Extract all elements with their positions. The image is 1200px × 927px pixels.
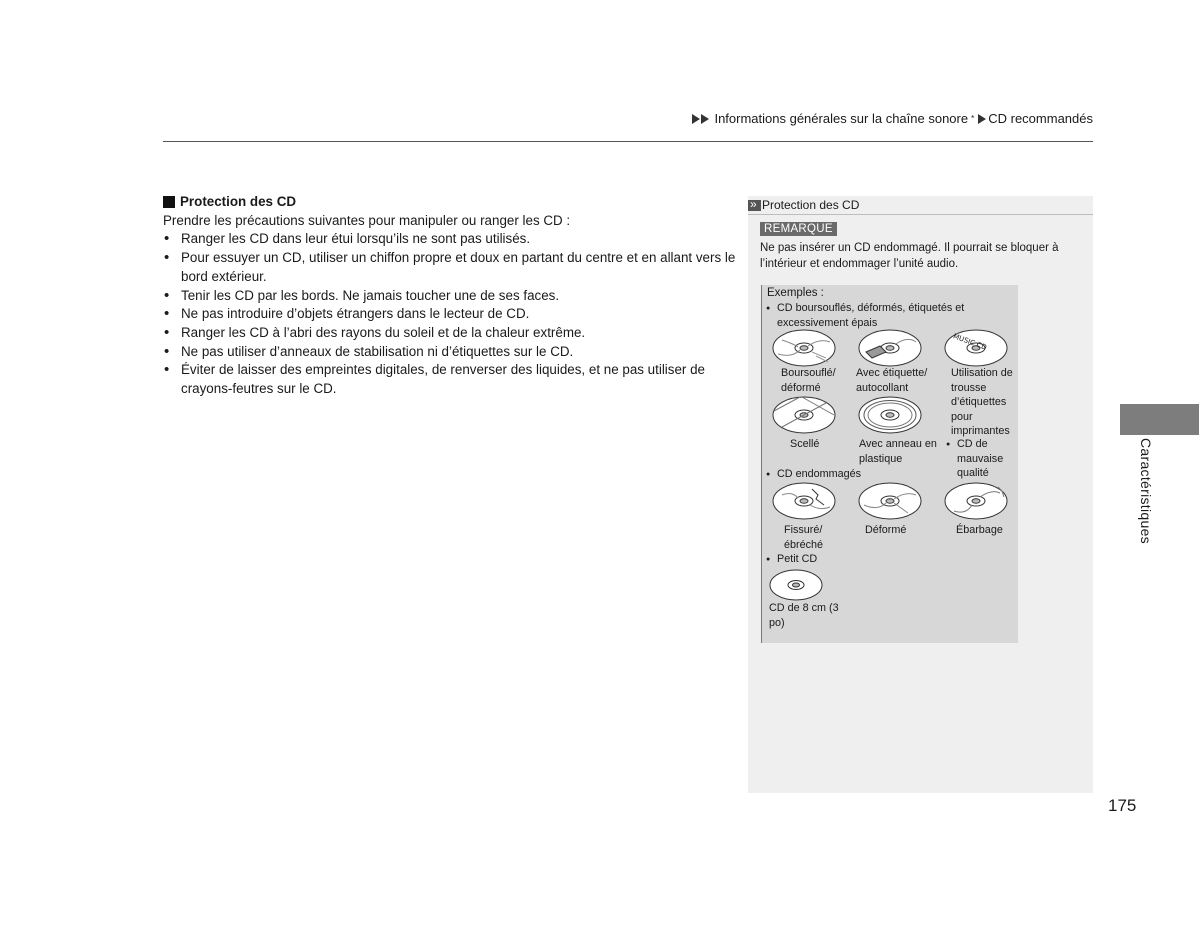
reference-arrow-icon xyxy=(748,200,761,211)
breadcrumb xyxy=(692,111,1093,126)
main-content xyxy=(163,193,738,399)
label-warped: Déformé xyxy=(865,524,907,536)
group-damaged-label: ● CD endommagés xyxy=(777,467,937,482)
label-sticker: Avec étiquette/ autocollant xyxy=(856,367,928,394)
breadcrumb-star: * xyxy=(971,114,975,123)
label-ring: Avec anneau en plastique xyxy=(859,438,937,465)
disc-cracked-icon xyxy=(772,481,836,521)
label-blistered: Boursouflé/ déformé xyxy=(781,367,836,394)
label-cracked: Fissuré/ ébréché xyxy=(784,524,824,551)
list-item: • Ne pas introduire d’objets étrangers dans le lecteur de CD. xyxy=(163,305,738,324)
disc-ring-icon xyxy=(858,395,922,435)
label-poor-quality: ● CD de mauvaise qualité xyxy=(957,437,1017,481)
group-small-label: ● Petit CD xyxy=(777,552,937,567)
examples-box xyxy=(761,285,1018,643)
section-heading xyxy=(163,193,738,212)
section-heading-text: Protection des CD xyxy=(180,194,297,209)
sidebar-panel xyxy=(748,196,1093,793)
sidebar-title xyxy=(748,196,1093,215)
remark-badge: REMARQUE xyxy=(760,222,837,236)
chapter-label: Caractéristiques xyxy=(1138,438,1154,544)
label-sealed: Scellé xyxy=(790,438,820,450)
header-divider xyxy=(163,141,1093,142)
list-item: • Ranger les CD dans leur étui lorsqu’ils ne sont pas utilisés. xyxy=(163,230,738,249)
examples-title: Exemples : xyxy=(767,287,824,299)
double-arrow-icon xyxy=(692,114,709,124)
disc-burr-icon xyxy=(944,481,1008,521)
disc-printer-text: MUSIC CD xyxy=(952,332,988,352)
arrow-icon xyxy=(978,114,986,124)
label-printer-kit: Utilisation de trousse d’étiquettes pour imprimantes xyxy=(951,367,1013,437)
disc-warped-icon xyxy=(858,481,922,521)
square-bullet-icon xyxy=(163,196,175,208)
page-number: 175 xyxy=(1108,796,1137,815)
label-small: CD de 8 cm (3 po) xyxy=(769,602,839,629)
breadcrumb-page: CD recommandés xyxy=(988,111,1093,126)
list-item: • Tenir les CD par les bords. Ne jamais toucher une de ses faces. xyxy=(163,287,738,306)
disc-sticker-icon xyxy=(858,328,922,368)
group-deformed-label: ● CD boursouflés, déformés, étiquetés et excessivement épais xyxy=(777,301,1002,330)
list-item: • Pour essuyer un CD, utiliser un chiffon propre et doux en partant du centre et en allant vers le bord extérieur. xyxy=(163,249,738,286)
chapter-tab xyxy=(1120,404,1199,435)
list-item: • Ne pas utiliser d’anneaux de stabilisation ni d’étiquettes sur le CD. xyxy=(163,343,738,362)
list-item: • Éviter de laisser des empreintes digitales, de renverser des liquides, et ne pas utiliser de crayons-feutres sur le CD. xyxy=(163,361,738,398)
breadcrumb-section: Informations générales sur la chaîne sonore xyxy=(714,111,969,126)
disc-sealed-icon xyxy=(772,395,836,435)
precautions-list xyxy=(163,230,738,398)
label-burr: Ébarbage xyxy=(956,524,1003,536)
remark-note: Ne pas insérer un CD endommagé. Il pourrait se bloquer à l’intérieur et endommager l’unité audio. xyxy=(760,242,1059,270)
disc-small-icon xyxy=(769,568,823,602)
disc-blistered-icon xyxy=(772,328,836,368)
disc-printer-label-icon xyxy=(944,328,1008,368)
intro-text: Prendre les précautions suivantes pour manipuler ou ranger les CD : xyxy=(163,212,571,228)
sidebar-title-text: Protection des CD xyxy=(762,198,860,212)
list-item: • Ranger les CD à l’abri des rayons du soleil et de la chaleur extrême. xyxy=(163,324,738,343)
